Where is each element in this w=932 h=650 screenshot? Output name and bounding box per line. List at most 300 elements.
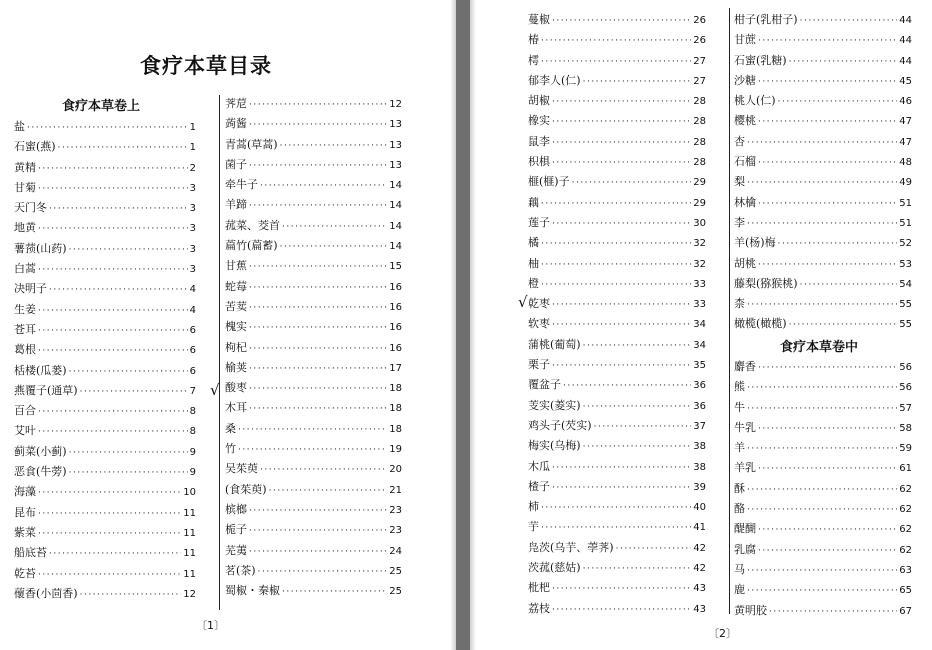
entry-title: 恶食(牛蒡) [14,465,67,479]
entry-title: 牛乳 [734,420,756,434]
toc-entry [734,193,912,213]
toc-entry [225,135,402,155]
entry-page-number: 11 [183,507,196,519]
entry-page-number: 23 [389,525,402,537]
entry-page-number: 4 [189,284,196,296]
entry-page-number: 29 [693,197,706,209]
toc-entry [734,152,912,172]
dot-leader [260,176,387,196]
entry-title: 鸡头子(芡实) [528,418,592,432]
entry-page-number: 42 [693,542,706,554]
entry-title: 茨菰(慈姑) [528,561,581,575]
dot-leader [552,214,691,234]
entry-title: 菌子 [225,157,247,171]
entry-title: 紫菜 [14,525,36,539]
entry-page-number: 14 [389,241,402,253]
toc-entry [14,158,196,178]
dot-leader [249,278,387,298]
dot-leader [800,11,898,31]
dot-leader [758,194,897,214]
page-number: 〔2〕 [708,627,737,640]
dot-leader [747,295,897,315]
left-page [0,0,456,650]
dot-leader [747,133,897,153]
entry-title: 牵牛子 [225,178,258,192]
dot-leader [38,422,188,442]
toc-entry [734,233,912,253]
dot-leader [80,382,188,402]
toc-entry [528,10,706,30]
dot-leader [541,255,691,275]
entry-page-number: 16 [389,342,402,354]
dot-leader [552,11,691,31]
entry-page-number: 21 [389,484,402,496]
entry-title: 牛 [734,400,745,414]
toc-entry [734,418,912,438]
dot-leader [747,500,897,520]
entry-title: 李 [734,215,745,229]
entry-title: 船底苔 [14,546,47,560]
entry-page-number: 4 [189,304,196,316]
dot-leader [583,437,692,457]
dot-leader [747,439,897,459]
entry-page-number: 49 [899,177,912,189]
entry-title: 醍醐 [734,522,756,536]
entry-title: 覆盆子 [528,378,561,392]
entry-page-number: 44 [899,55,912,67]
entry-page-number: 41 [693,522,706,534]
toc-entry [225,561,402,581]
toc-entry [734,519,912,539]
dot-leader [27,118,188,138]
entry-page-number: 44 [899,15,912,26]
dot-leader [249,318,387,338]
entry-title: 榧(榧)子 [528,175,570,189]
toc-entry [14,300,196,320]
entry-title: 梨 [734,175,745,189]
dot-leader [38,260,188,280]
entry-page-number: 16 [389,322,402,334]
entry-page-number: 6 [189,345,196,357]
dot-leader [583,336,692,356]
toc-entry [734,91,912,111]
section-heading-volume-1: 食疗本草卷上 [62,99,141,114]
toc-entry [225,480,402,500]
entry-page-number: 39 [693,481,706,493]
entry-title: 薯蓣(山药) [14,241,67,255]
dot-leader [249,359,387,379]
entry-page-number: 11 [183,527,196,539]
entry-page-number: 48 [899,157,912,169]
toc-entry [734,479,912,499]
entry-page-number: 30 [693,217,706,229]
toc-entry [14,482,196,502]
dot-leader [282,217,387,237]
entry-page-number: 11 [183,568,196,580]
entry-page-number: 8 [189,426,196,438]
toc-entry [528,172,706,192]
entry-title: 橄榄(橄榄) [734,317,787,331]
entry-title: 枸杞 [225,340,247,354]
entry-title: 熊 [734,380,745,394]
checkmark-mark: √ [518,293,528,311]
entry-page-number: 47 [899,136,912,148]
entry-title: (食茱萸) [225,482,267,496]
entry-page-number: 13 [389,139,402,151]
dot-leader [541,234,691,254]
dot-leader [249,379,387,399]
entry-page-number: 3 [189,223,196,235]
dot-leader [38,402,188,422]
dot-leader [269,481,388,501]
toc-entry [225,500,402,520]
entry-title: 荠苨 [225,97,247,110]
entry-page-number: 36 [693,400,706,412]
toc-entry [14,503,196,523]
dot-leader [38,483,181,503]
entry-page-number: 43 [693,583,706,595]
toc-entry [528,416,706,436]
entry-title: 樱桃 [734,114,756,128]
toc-entry [14,543,196,563]
toc-entry [225,155,402,175]
dot-leader [758,459,897,479]
dot-leader [249,156,387,176]
toc-entry [734,601,912,621]
entry-page-number: 18 [389,383,402,395]
dot-leader [552,458,691,478]
toc-entry [528,274,706,294]
toc-entry [528,578,706,598]
toc-entry [528,497,706,517]
toc-entry [225,236,402,256]
toc-entry [225,216,402,236]
dot-leader [249,542,387,562]
toc-entry [734,540,912,560]
toc-entry [225,459,402,479]
toc-entry [528,599,706,619]
dot-leader [38,321,188,341]
dot-leader [552,133,691,153]
toc-entry [528,152,706,172]
entry-title: 柰 [734,297,745,311]
entry-page-number: 56 [899,362,912,373]
dot-leader [572,173,692,193]
entry-page-number: 62 [899,483,912,495]
dot-leader [563,376,691,396]
entry-page-number: 14 [389,200,402,212]
entry-page-number: 13 [389,119,402,131]
toc-entry [734,398,912,418]
toc-column-left-2 [225,94,402,601]
toc-entry [734,71,912,91]
entry-title: 梅实(乌梅) [528,439,581,453]
toc-entry [14,340,196,360]
toc-entry [14,178,196,198]
toc-column-right-1 [528,10,706,619]
toc-entry [528,314,706,334]
dot-leader [69,443,188,463]
dot-leader [758,31,897,51]
entry-title: 石榴 [734,155,756,169]
toc-entry [734,30,912,50]
toc-entry [528,436,706,456]
toc-entry [734,580,912,600]
dot-leader [249,399,387,419]
entry-page-number: 32 [693,258,706,270]
toc-entry [528,30,706,50]
toc-entry [14,442,196,462]
entry-title: 石蜜(乳糖) [734,53,787,67]
entry-page-number: 9 [189,467,196,479]
dot-leader [38,219,188,239]
entry-page-number: 23 [389,504,402,516]
entry-page-number: 63 [899,564,912,576]
dot-leader [38,159,188,179]
entry-title: 樗 [528,53,539,67]
toc-entry [225,277,402,297]
entry-page-number: 12 [389,99,402,110]
entry-page-number: 13 [389,159,402,171]
dot-leader [552,295,691,315]
entry-page-number: 27 [693,75,706,87]
toc-entry [528,294,706,314]
dot-leader [80,585,182,605]
entry-title: 海藻 [14,485,36,499]
entry-title: 麝香 [734,360,756,373]
entry-title: 羊蹄 [225,198,247,212]
entry-title: 槐实 [225,320,247,334]
entry-title: 酪 [734,502,745,516]
entry-title: 鹿 [734,583,745,597]
entry-title: 茗(茶) [225,563,256,577]
toc-entry [528,111,706,131]
entry-page-number: 6 [189,365,196,377]
entry-page-number: 26 [693,15,706,26]
entry-title: 石蜜(燕) [14,140,56,154]
entry-title: 蒟酱 [225,117,247,131]
entry-title: 橙 [528,276,539,290]
entry-title: 柑子(乳柑子) [734,13,798,26]
dot-leader [552,600,691,620]
entry-title: 郁李人(仁) [528,73,581,87]
toc-entry [734,274,912,294]
dot-leader [49,199,188,219]
entry-title: 蒲桃(葡萄) [528,337,581,351]
entry-title: 青蒿(草蒿) [225,137,278,151]
entry-title: 百合 [14,404,36,418]
toc-entry [734,294,912,314]
entry-title: 菰菜、茭首 [225,218,280,232]
toc-entry [225,358,402,378]
entry-title: 盐 [14,120,25,133]
entry-page-number: 11 [183,548,196,560]
toc-entry [225,297,402,317]
dot-leader [747,561,897,581]
dot-leader [541,194,691,214]
entry-title: 蔓椒 [528,13,550,26]
dot-leader [778,234,898,254]
dot-leader [552,478,691,498]
entry-page-number: 1 [189,122,196,133]
dot-leader [249,339,387,359]
entry-title: 枳椇 [528,155,550,169]
page-number: 〔1〕 [196,619,225,632]
section-heading-volume-2: 食疗本草卷中 [780,340,859,355]
dot-leader [58,138,188,158]
toc-entry [225,338,402,358]
dot-leader [758,153,897,173]
toc-entry [225,439,402,459]
toc-entry [734,172,912,192]
toc-entry [528,335,706,355]
entry-title: 萹竹(萹蓄) [225,239,278,253]
entry-page-number: 45 [899,75,912,87]
dot-leader [747,173,897,193]
entry-page-number: 14 [389,180,402,192]
entry-page-number: 61 [899,463,912,475]
entry-page-number: 8 [189,406,196,418]
dot-leader [747,480,897,500]
entry-page-number: 34 [693,339,706,351]
dot-leader [260,460,387,480]
dot-leader [778,92,898,112]
entry-title: 决明子 [14,282,47,296]
entry-title: 天门冬 [14,201,47,215]
entry-title: 黄明胶 [734,603,767,617]
dot-leader [69,463,188,483]
entry-title: 木瓜 [528,459,550,473]
dot-leader [758,255,897,275]
toc-entry [734,51,912,71]
toc-entry [14,117,196,137]
toc-entry [14,584,196,604]
toc-entry [528,558,706,578]
column-divider [729,8,730,614]
entry-page-number: 28 [693,136,706,148]
entry-title: 林檎 [734,195,756,209]
entry-title: 芜荑 [225,543,247,557]
toc-entry [14,381,196,401]
entry-page-number: 25 [389,586,402,598]
entry-title: 羊乳 [734,461,756,475]
toc-entry [225,541,402,561]
toc-entry [528,193,706,213]
right-page [470,0,932,650]
toc-entry [528,355,706,375]
entry-page-number: 51 [899,217,912,229]
entry-page-number: 62 [899,544,912,556]
entry-title: 竹 [225,442,236,456]
entry-page-number: 3 [189,264,196,276]
entry-title: 椿 [528,33,539,47]
entry-page-number: 25 [389,565,402,577]
entry-page-number: 55 [899,299,912,311]
entry-page-number: 37 [693,420,706,432]
dot-leader [249,298,387,318]
entry-title: 苦荬 [225,299,247,313]
toc-column-left-1 [14,117,196,604]
entry-title: 地黄 [14,221,36,235]
entry-page-number: 35 [693,360,706,372]
dot-leader [249,501,387,521]
entry-page-number: 2 [189,162,196,174]
toc-entry [14,401,196,421]
entry-title: 藤梨(猕猴桃) [734,276,798,290]
entry-page-number: 16 [389,281,402,293]
entry-title: 苍耳 [14,322,36,336]
dot-leader [769,602,897,622]
entry-title: 沙糖 [734,73,756,87]
dot-leader [49,544,181,564]
entry-title: 胡桃 [734,256,756,270]
toc-entry [528,132,706,152]
entry-page-number: 42 [693,563,706,575]
entry-title: 乾枣 [528,297,550,311]
entry-title: 莲子 [528,215,550,229]
dot-leader [758,112,897,132]
entry-page-number: 52 [899,238,912,250]
toc-entry [14,198,196,218]
dot-leader [238,420,387,440]
toc-entry [528,51,706,71]
entry-title: 凫茨(乌芋、荸荠) [528,540,614,554]
dot-leader [249,115,387,135]
entry-page-number: 34 [693,319,706,331]
dot-leader [249,521,387,541]
entry-page-number: 47 [899,116,912,128]
toc-entry [225,114,402,134]
toc-entry [528,477,706,497]
entry-page-number: 57 [899,402,912,414]
toc-entry [734,560,912,580]
entry-title: 白蒿 [14,262,36,276]
entry-title: 鼠李 [528,134,550,148]
dot-leader [280,237,388,257]
dot-leader [249,257,387,277]
toc-entry [734,10,912,30]
entry-page-number: 44 [899,35,912,47]
dot-leader [541,498,691,518]
entry-page-number: 28 [693,96,706,108]
entry-title: 甘蕉 [225,259,247,273]
entry-title: 胡椒 [528,94,550,108]
toc-entry [734,458,912,478]
entry-title: 酸枣 [225,381,247,395]
entry-page-number: 17 [389,362,402,374]
entry-title: 桑 [225,421,236,435]
dot-leader [541,275,691,295]
entry-page-number: 10 [183,487,196,499]
toc-entry [225,195,402,215]
dot-leader [280,136,388,156]
toc-entry [528,396,706,416]
toc-entry [528,213,706,233]
dot-leader [552,92,691,112]
toc-entry [734,438,912,458]
dot-leader [789,315,898,335]
dot-leader [552,112,691,132]
dot-leader [747,399,897,419]
dot-leader [758,358,897,378]
dot-leader [800,275,898,295]
entry-title: 甘菊 [14,180,36,194]
entry-page-number: 24 [389,545,402,557]
toc-entry [528,71,706,91]
page-gutter-shadow [450,0,456,650]
entry-page-number: 33 [693,278,706,290]
dot-leader [541,52,691,72]
